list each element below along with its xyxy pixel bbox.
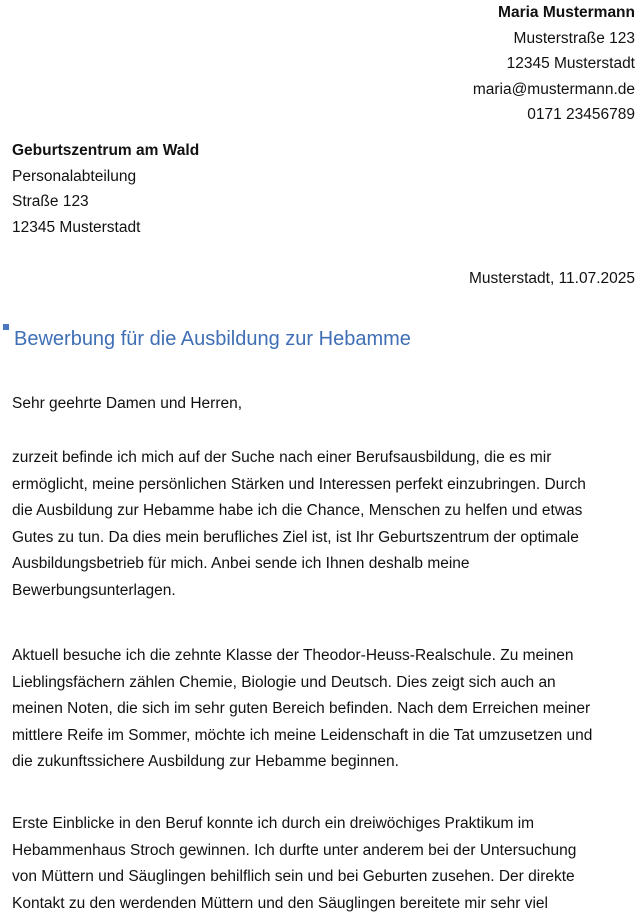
sender-email: maria@mustermann.de	[472, 80, 635, 98]
recipient-street: Straße 123	[12, 193, 89, 210]
recipient-department: Personalabteilung	[12, 167, 137, 185]
text-line: Lieblingsfächern zählen Chemie, Biologie und Deutsch. Dies zeigt sich auch an	[12, 673, 556, 691]
text-line: zurzeit befinde ich mich auf der Suche nach einer Berufsausbildung, die es mir	[12, 449, 552, 466]
salutation: Sehr geehrte Damen und Herren,	[12, 395, 243, 412]
body-paragraph-3	[12, 811, 637, 917]
subject-heading: Bewerbung für die Ausbildung zur Hebamme	[14, 328, 411, 350]
recipient-company: Geburtszentrum am Wald	[12, 142, 200, 159]
body-paragraph-2	[12, 643, 637, 776]
recipient-block	[12, 138, 199, 240]
date-line: Musterstadt, 11.07.2025	[468, 270, 635, 287]
body-paragraph-1	[12, 445, 637, 604]
text-line: Kontakt zu den werdenden Müttern und den Säuglingen bereitete mir sehr viel	[12, 894, 548, 912]
recipient-city: 12345 Musterstadt	[12, 218, 141, 236]
sender-city: 12345 Musterstadt	[506, 55, 635, 72]
sender-phone: 0171 23456789	[527, 106, 635, 123]
text-line: Erste Einblicke in den Beruf konnte ich durch ein dreiwöchiges Praktikum im	[12, 815, 535, 832]
text-line: Aktuell besuche ich die zehnte Klasse der Theodor-Heuss-Realschule. Zu meinen	[12, 647, 574, 664]
sender-street: Musterstraße 123	[513, 29, 635, 47]
text-line: die Ausbildung zur Hebamme habe ich die Chance, Menschen zu helfen und etwas	[12, 502, 583, 519]
text-line: Bewerbungsunterlagen.	[12, 581, 176, 599]
text-line: Gutes zu tun. Da dies mein berufliches Ziel ist, ist Ihr Geburtszentrum der optimale	[12, 528, 579, 546]
sender-block	[473, 0, 635, 128]
text-line: von Müttern und Säuglingen behilflich sein und bei Geburten zusehen. Der direkte	[12, 868, 575, 885]
text-line: die zukunftssichere Ausbildung zur Hebamme beginnen.	[12, 753, 399, 770]
subject-marker	[3, 324, 9, 330]
text-line: ermöglicht, meine persönlichen Stärken und Interessen perfekt einzubringen. Durch	[12, 475, 586, 493]
text-line: Ausbildungsbetrieb für mich. Anbei sende ich Ihnen deshalb meine	[12, 555, 470, 572]
text-line: mittlere Reife im Sommer, möchte ich meine Leidenschaft in die Tat umzusetzen und	[12, 726, 593, 744]
text-line: Hebammenhaus Stroch gewinnen. Ich durfte unter anderem bei der Untersuchung	[12, 841, 577, 859]
text-line: meinen Noten, die sich im sehr guten Bereich befinden. Nach dem Erreichen meiner	[12, 700, 591, 717]
sender-name: Maria Mustermann	[498, 4, 635, 21]
